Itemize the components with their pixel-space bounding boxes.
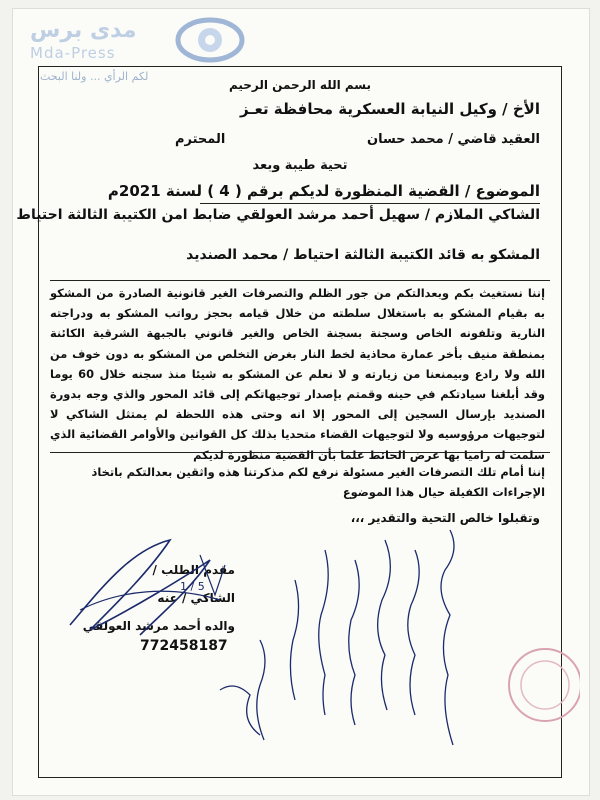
seal-stamp — [500, 640, 580, 730]
father-name: والده أحمد مرشد العولقي — [82, 619, 235, 633]
recipient: الأخ / وكيل النيابة العسكرية محافظة تعـز — [240, 100, 540, 118]
regards: وتقبلوا خالص التحية والتقدير ،،، — [350, 511, 540, 525]
complainant: الشاكي الملازم / سهيل أحمد مرشد العولقي ضابط امن الكتيبة الثالثة احتياط — [16, 207, 540, 223]
letter-closing: إننا أمام تلك التصرفات الغير مسئولة نرفع لكم مذكرتنا هذه واثقين بعدالتكم باتخاذ الإجراءات الكفيلة حيال هذا الموضوع — [91, 465, 545, 499]
subject-underline — [200, 203, 540, 204]
recipient-name: العقيد قاضي / محمد حسان — [366, 132, 540, 147]
subject: الموضوع / القضية المنظورة لديكم برقم ( 4 ) لسنة 2021م — [107, 182, 540, 200]
letter-body: إننا نستغيث بكم وبعدالتكم من جور الظلم والتصرفات الغير قانونية الصادرة من المشكو به بقيام المشكو به باستغلال سلطته من خلال قيامه بحجز رواتب المشكو به ودراجته النارية وتلفونه الخاص وسجنة بسجنة الخاص والغير قانوني بالجبهة الشرقية الكائنة بمنطقة منيف بأخر عمارة محاذية لخط النار بغرض التخلص من المشكو به دون خوف من الله ولا رادع وبيمنعنا من زيارته و لا نعلم عن المشكو به شيئا منذ سجنه خلال 60 يوما وقد أبلغنا سيادتكم في حينه وقمتم بإصدار توجيهاتكم إلى قائد المحور والذي وجه بدورة الصنديد بإرسال السجين إلى المحور إلا انه وحتى هذه اللحظة لم يمتثل الشاكي لا لتوجيهات مرؤوسيه ولا لتوجيهات القضاء متحديا بذلك كل القوانين والأوامر القضائية الذي سلمت له راميا بها عرض الحائط علما بأن القضية منظورة لديكم — [50, 286, 545, 462]
watermark-tagline: لكم الرأي ... ولنا البحث — [40, 70, 149, 83]
greeting: تحية طيبة وبعد — [252, 158, 348, 173]
svg-text:1 / 5: 1 / 5 — [180, 580, 205, 593]
honorific: المحترم — [175, 132, 226, 147]
watermark-name-en: Mda-Press — [30, 44, 116, 62]
eye-icon — [175, 12, 245, 68]
divider-top — [50, 280, 550, 281]
basmala: بسم الله الرحمن الرحيم — [228, 78, 372, 92]
handwritten-annotation — [200, 520, 530, 770]
defendant: المشكو به قائد الكتيبة الثالثة احتياط / محمد الصنديد — [186, 247, 540, 263]
divider-middle — [50, 452, 550, 453]
watermark-name-ar: مدى برس — [30, 18, 137, 43]
phone-number: 772458187 — [140, 638, 228, 654]
complainant-label: الشاكي / عنه — [157, 591, 235, 605]
applicant-label: مقدم الطلب / — [152, 563, 235, 577]
